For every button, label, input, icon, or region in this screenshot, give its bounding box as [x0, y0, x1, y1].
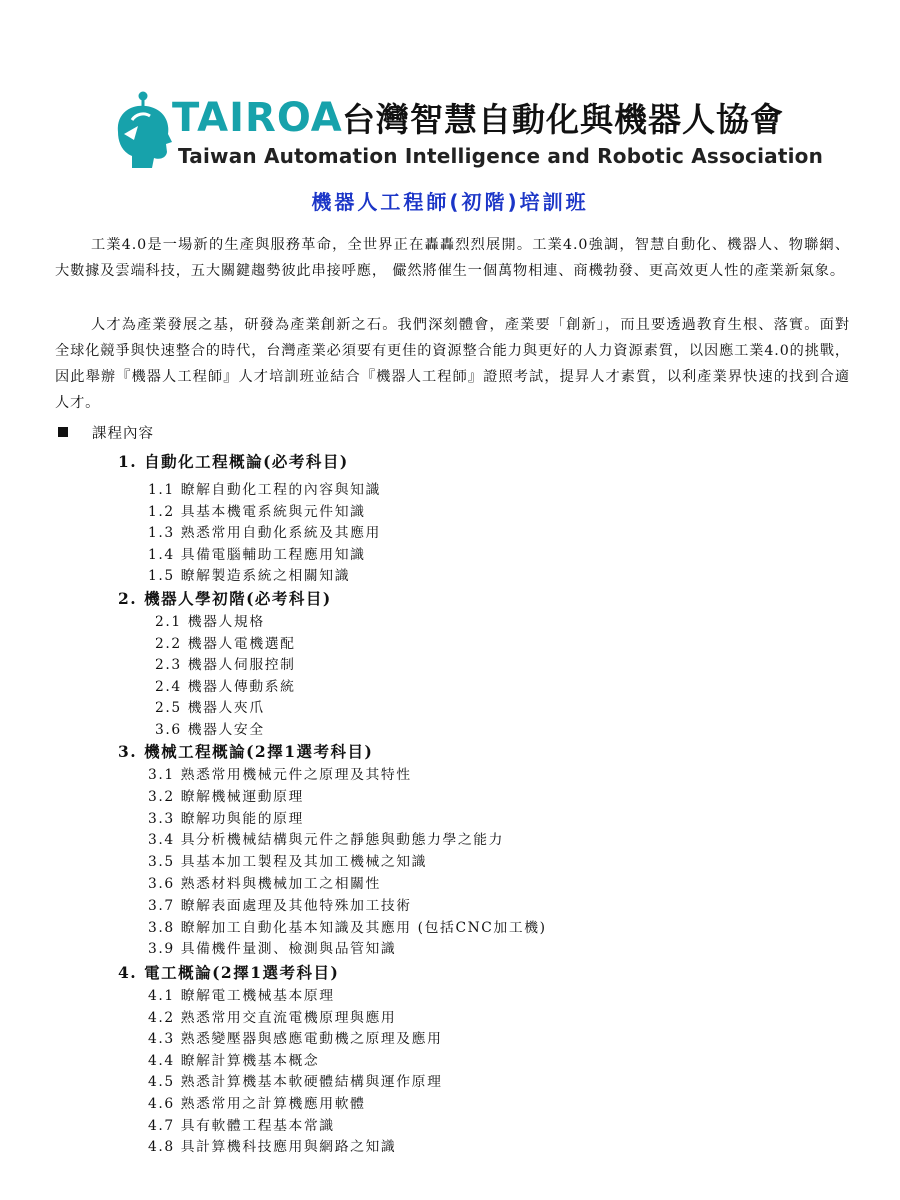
list-item: 3.5 具基本加工製程及其加工機械之知識	[148, 854, 428, 871]
curriculum-heading	[58, 422, 154, 443]
intro-paragraph-2: 人才為產業發展之基，研發為產業創新之石。我們深刻體會，產業要「創新」，而且要透過教育生根、落實。面對全球化競爭與快速整合的時代，台灣產業必須要有更佳的資源整合能力與更好的人力資源素質，以因應工業4.0的挑戰，因此舉辦『機器人工程師』人才培訓班並結合『機器人工程師』證照考試，提昇人才素質，以利產業界快速的找到合適人才。	[55, 317, 850, 411]
list-item: 2.4 機器人傳動系統	[155, 678, 296, 695]
curriculum-heading-text: 課程內容	[92, 426, 154, 442]
list-item: 4.2 熟悉常用交直流電機原理與應用	[148, 1009, 397, 1026]
list-item: 2.2 機器人電機選配	[155, 635, 296, 652]
list-item: 4.5 熟悉計算機基本軟硬體結構與運作原理	[148, 1074, 443, 1091]
association-header	[110, 88, 824, 173]
list-item: 2.1 機器人規格	[155, 614, 265, 630]
brand-chinese-name: 台灣智慧自動化與機器人協會	[342, 100, 784, 139]
list-item: 3.2 瞭解機械運動原理	[148, 788, 304, 805]
list-item: 3.9 具備機件量測、檢測與品管知識	[148, 941, 397, 958]
list-item: 1.4 具備電腦輔助工程應用知識	[148, 546, 366, 563]
section-title: 4. 電工概論(2擇1選考科目)	[118, 963, 340, 982]
list-item: 3.3 瞭解功與能的原理	[148, 810, 304, 827]
square-bullet-icon	[58, 427, 68, 437]
list-item: 1.1 瞭解自動化工程的內容與知識	[148, 482, 381, 498]
list-item: 3.4 具分析機械結構與元件之靜態與動態力學之能力	[148, 832, 505, 849]
list-item: 1.2 具基本機電系統與元件知識	[148, 503, 366, 520]
list-item: 1.3 熟悉常用自動化系統及其應用	[148, 525, 381, 542]
list-item: 3.6 熟悉材料與機械加工之相關性	[148, 876, 381, 892]
list-item: 3.1 熟悉常用機械元件之原理及其特性	[148, 767, 412, 783]
list-item: 3.7 瞭解表面處理及其他特殊加工技術	[148, 897, 412, 914]
brand-acronym: TAIROA	[172, 95, 343, 141]
section-title: 1. 自動化工程概論(必考科目)	[118, 452, 349, 471]
list-item: 2.3 機器人伺服控制	[155, 657, 296, 674]
list-item: 4.1 瞭解電工機械基本原理	[148, 988, 335, 1004]
list-item: 4.6 熟悉常用之計算機應用軟體	[148, 1096, 366, 1112]
list-item: 4.8 具計算機科技應用與網路之知識	[148, 1139, 397, 1156]
robot-head-silhouette-icon	[110, 90, 172, 170]
section-title: 3. 機械工程概論(2擇1選考科目)	[118, 742, 374, 761]
list-item: 3.6 機器人安全	[155, 722, 265, 738]
brand-english-name: Taiwan Automation Intelligence and Robotic Association	[178, 144, 824, 168]
section-title: 2. 機器人學初階(必考科目)	[118, 589, 332, 608]
list-item: 4.7 具有軟體工程基本常識	[148, 1117, 335, 1134]
list-item: 4.4 瞭解計算機基本概念	[148, 1052, 320, 1069]
list-item: 2.5 機器人夾爪	[155, 700, 265, 717]
list-item: 1.5 瞭解製造系統之相關知識	[148, 568, 351, 585]
intro-paragraph-1: 工業4.0是一場新的生產與服務革命，全世界正在轟轟烈烈展開。工業4.0強調，智慧自動化、機器人、物聯網、大數據及雲端科技，五大關鍵趨勢彼此串接呼應， 儼然將催生一個萬物相連、商機勃發、更高效更人性的產業新氣象。	[55, 237, 850, 279]
list-item: 4.3 熟悉變壓器與感應電動機之原理及應用	[148, 1031, 443, 1048]
page-title: 機器人工程師(初階)培訓班	[311, 190, 589, 214]
list-item: 3.8 瞭解加工自動化基本知識及其應用 (包括CNC加工機)	[148, 919, 547, 936]
